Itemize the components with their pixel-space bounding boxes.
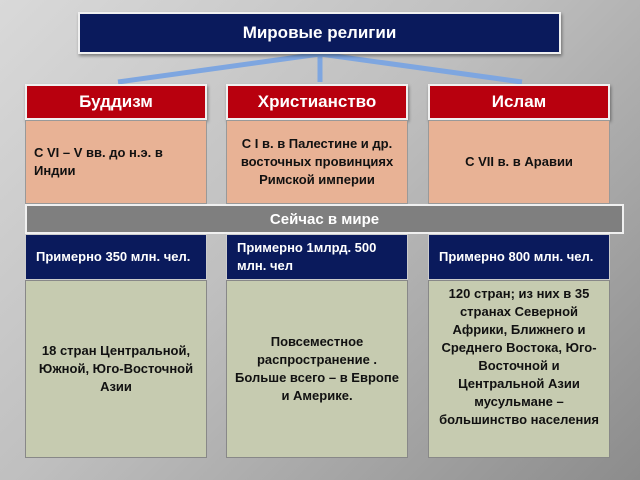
spread-buddhism: 18 стран Центральной, Южной, Юго-Восточной Азии bbox=[25, 280, 207, 458]
followers-islam: Примерно 800 млн. чел. bbox=[428, 234, 610, 280]
religion-header-islam: Ислам bbox=[428, 84, 610, 120]
spread-islam: 120 стран; из них в 35 странах Северной Африки, Ближнего и Среднего Востока, Юго-Восточной и Центральной Азии мусульмане – большинство населения bbox=[428, 280, 610, 458]
followers-christianity: Примерно 1млрд. 500 млн. чел bbox=[226, 234, 408, 280]
now-in-world-band: Сейчас в мире bbox=[25, 204, 624, 234]
followers-buddhism: Примерно 350 млн. чел. bbox=[25, 234, 207, 280]
origin-christianity: С I в. в Палестине и др. восточных провинциях Римской империи bbox=[226, 120, 408, 204]
origin-buddhism: С VI – V вв. до н.э. в Индии bbox=[25, 120, 207, 204]
spread-christianity: Повсеместное распространение . Больше всего – в Европе и Америке. bbox=[226, 280, 408, 458]
connector-left bbox=[118, 54, 320, 82]
religion-header-buddhism: Буддизм bbox=[25, 84, 207, 120]
religion-header-christianity: Христианство bbox=[226, 84, 408, 120]
connector-right bbox=[320, 54, 522, 82]
origin-islam: С VII в. в Аравии bbox=[428, 120, 610, 204]
diagram-title: Мировые религии bbox=[78, 12, 561, 54]
